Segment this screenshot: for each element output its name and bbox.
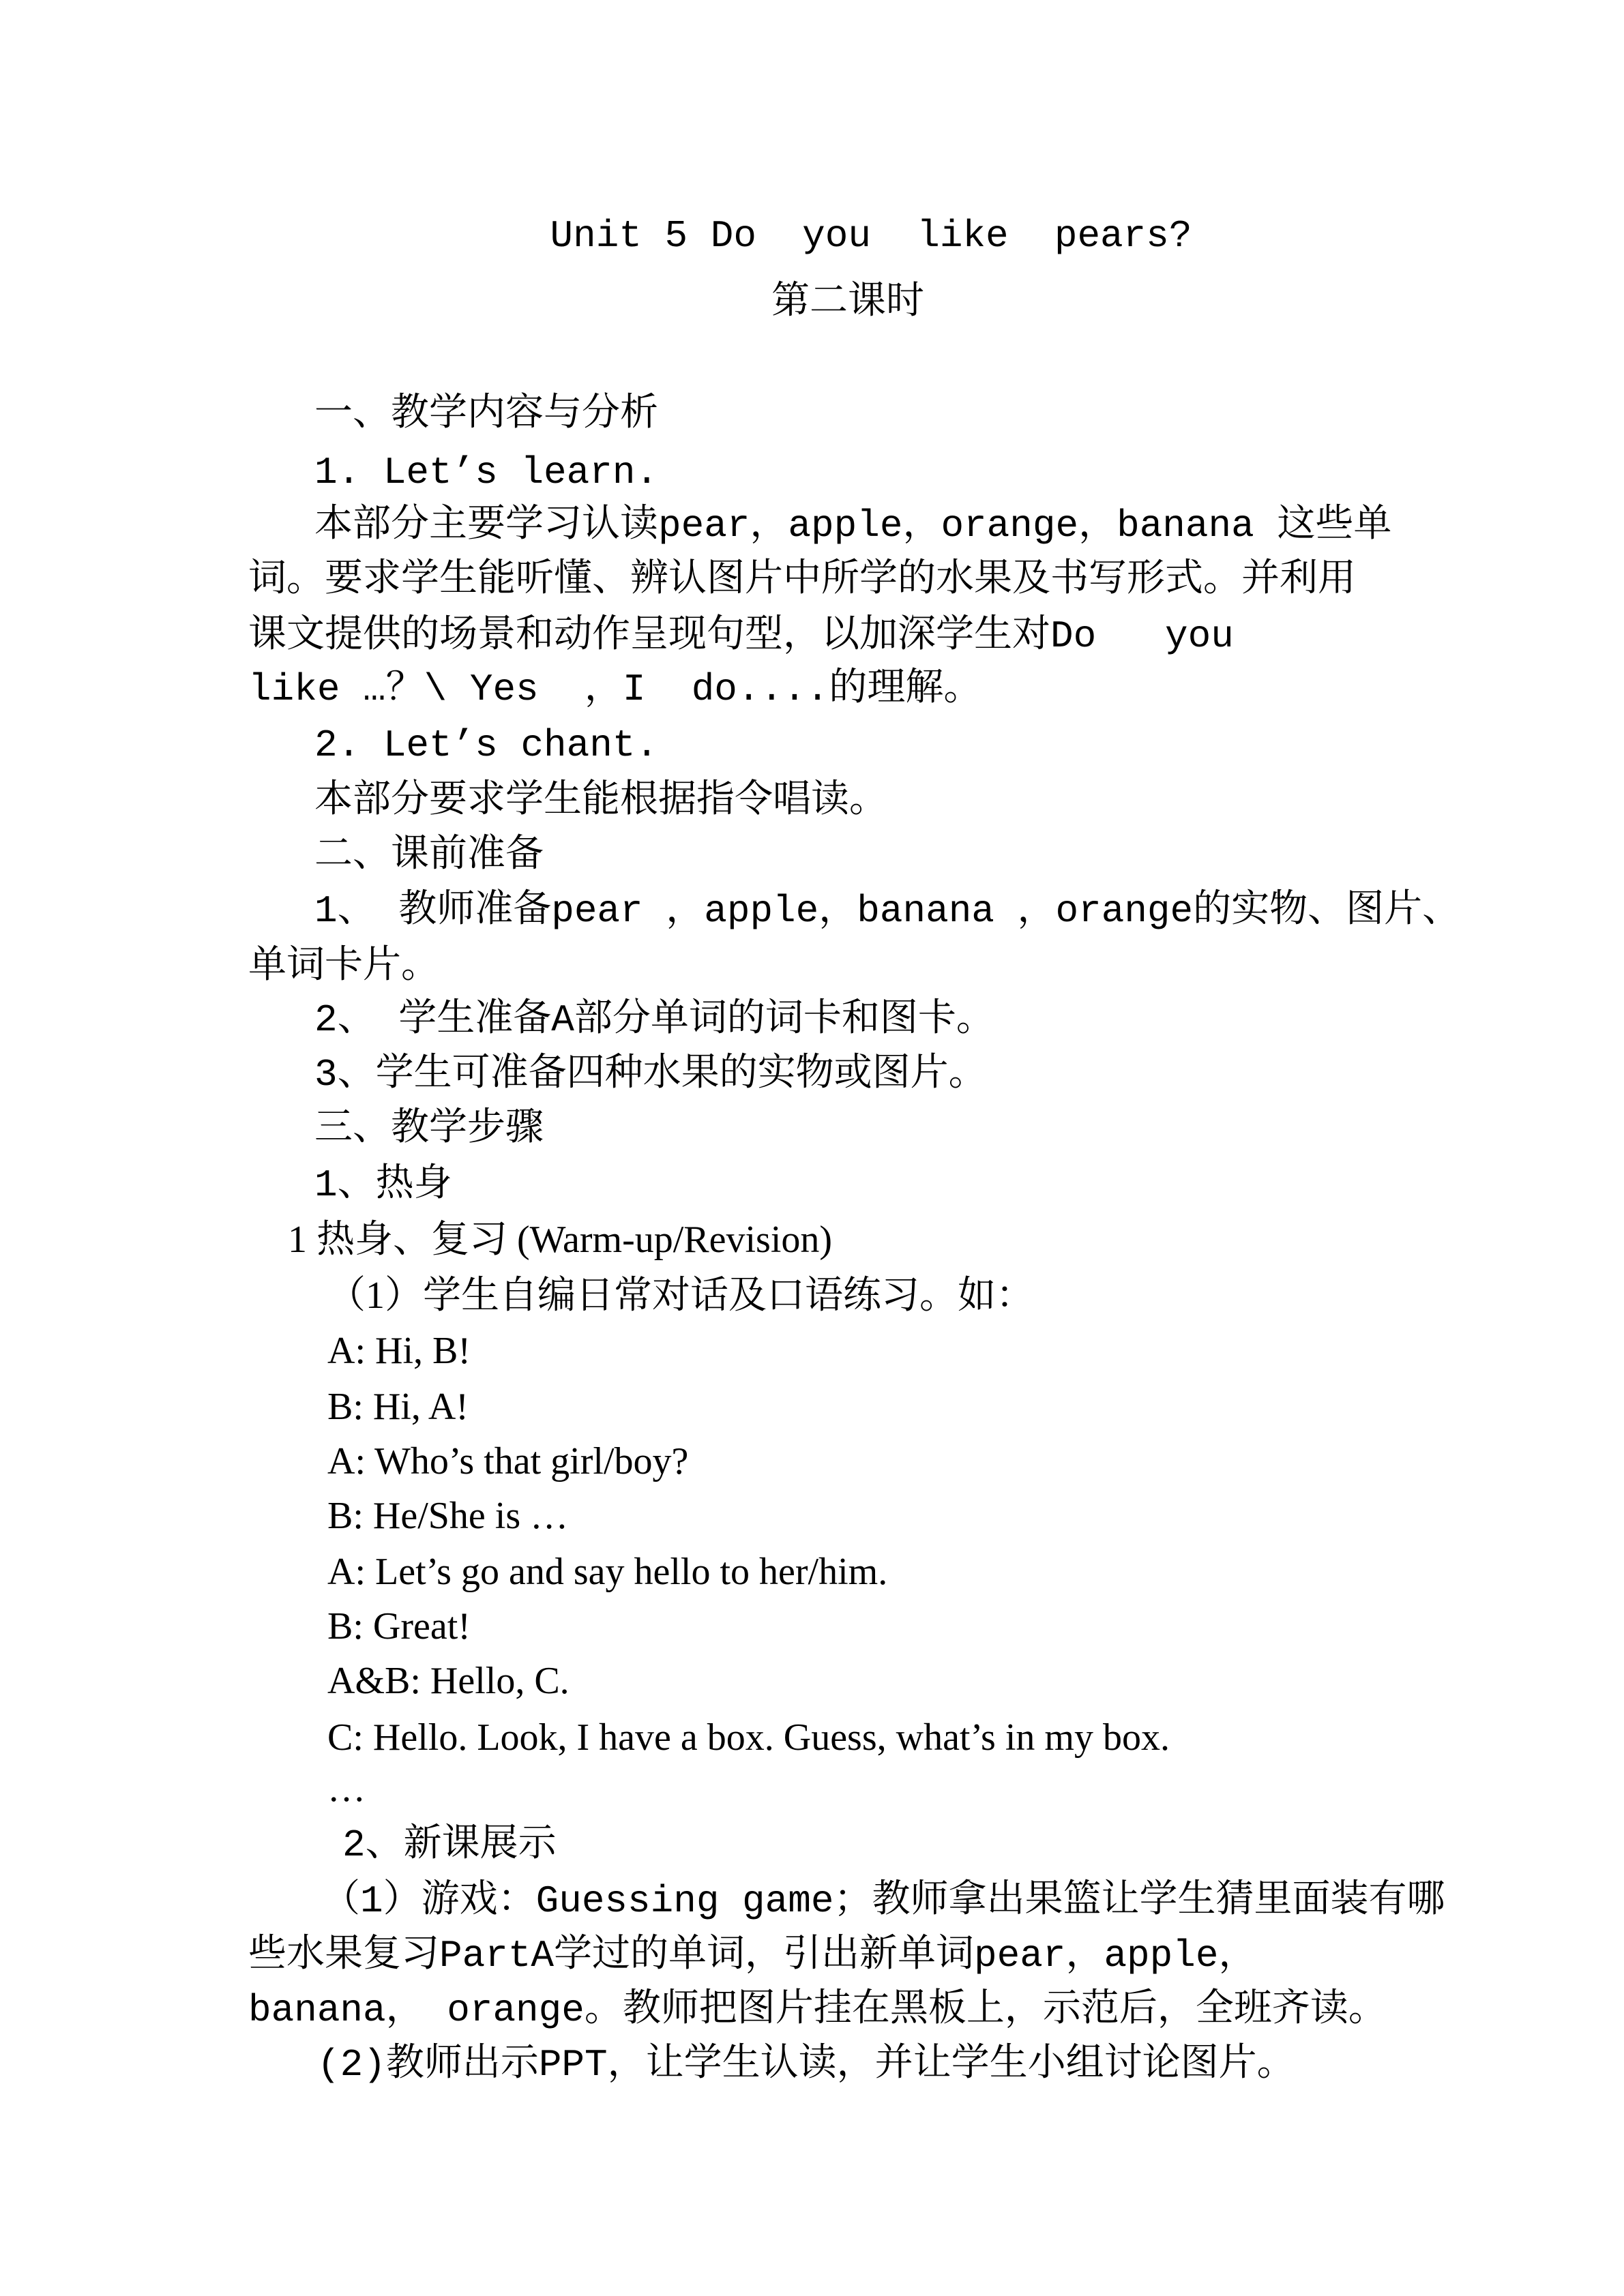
section-heading-teaching-steps: 三、教学步骤 — [314, 1107, 544, 1151]
lesson-title: Unit 5 Do you like pears? — [550, 214, 1192, 258]
dialogue-line: A: Hi, B! — [327, 1330, 471, 1372]
activity-line: （1）游戏：Guessing game；教师拿出果篮让学生猜里面装有哪 — [322, 1879, 1445, 1923]
dialogue-line: A&B: Hello, C. — [327, 1660, 570, 1702]
activity-line: banana， orange。教师把图片挂在黑板上，示范后，全班齐读。 — [248, 1988, 1387, 2032]
dialogue-line: B: Hi, A! — [327, 1386, 469, 1428]
list-item: 3、学生可准备四种水果的实物或图片。 — [314, 1053, 987, 1097]
section-heading-preparation: 二、课前准备 — [314, 834, 544, 878]
dialogue-ellipsis: … — [327, 1768, 366, 1810]
paragraph-line: like …？\ Yes ，I do....的理解。 — [248, 668, 982, 711]
paragraph-line: 本部分主要学习认读pear，apple，orange，banana 这些单 — [314, 504, 1392, 548]
paragraph-line: 课文提供的场景和动作呈现句型，以加深学生对Do you — [248, 614, 1234, 658]
subheading-lets-chant: 2. Let’s chant. — [314, 724, 659, 767]
list-item-continuation: 单词卡片。 — [248, 945, 439, 989]
step-subtitle-warm-up: 1 热身、复习 (Warm-up/Revision) — [288, 1219, 833, 1261]
dialogue-line: A: Who’s that girl/boy? — [327, 1440, 689, 1482]
paragraph-line: 本部分要求学生能根据指令唱读。 — [314, 779, 887, 823]
activity-line: (2)教师出示PPT，让学生认读，并让学生小组讨论图片。 — [317, 2043, 1295, 2087]
dialogue-line: B: He/She is … — [327, 1495, 569, 1537]
lesson-period: 第二课时 — [771, 281, 924, 325]
dialogue-line: B: Great! — [327, 1605, 471, 1648]
section-heading-content-analysis: 一、教学内容与分析 — [314, 393, 658, 436]
paragraph-line: 词。要求学生能听懂、辨认图片中所学的水果及书写形式。并利用 — [248, 558, 1356, 602]
list-item: 1、 教师准备pear ，apple，banana ，orange的实物、图片、 — [314, 889, 1461, 933]
step-title-presentation: 2、新课展示 — [342, 1823, 557, 1867]
step-instruction: （1）学生自编日常对话及口语练习。如： — [327, 1274, 1034, 1317]
dialogue-line: A: Let’s go and say hello to her/him. — [327, 1551, 888, 1593]
list-item: 2、 学生准备A部分单词的词卡和图卡。 — [314, 998, 994, 1042]
dialogue-line: C: Hello. Look, I have a box. Guess, what’s in my box. — [327, 1716, 1170, 1759]
activity-line: 些水果复习PartA学过的单词，引出新单词pear，apple， — [248, 1934, 1257, 1978]
step-title-warm-up: 1、热身 — [314, 1163, 452, 1207]
subheading-lets-learn: 1. Let’s learn. — [314, 451, 659, 494]
